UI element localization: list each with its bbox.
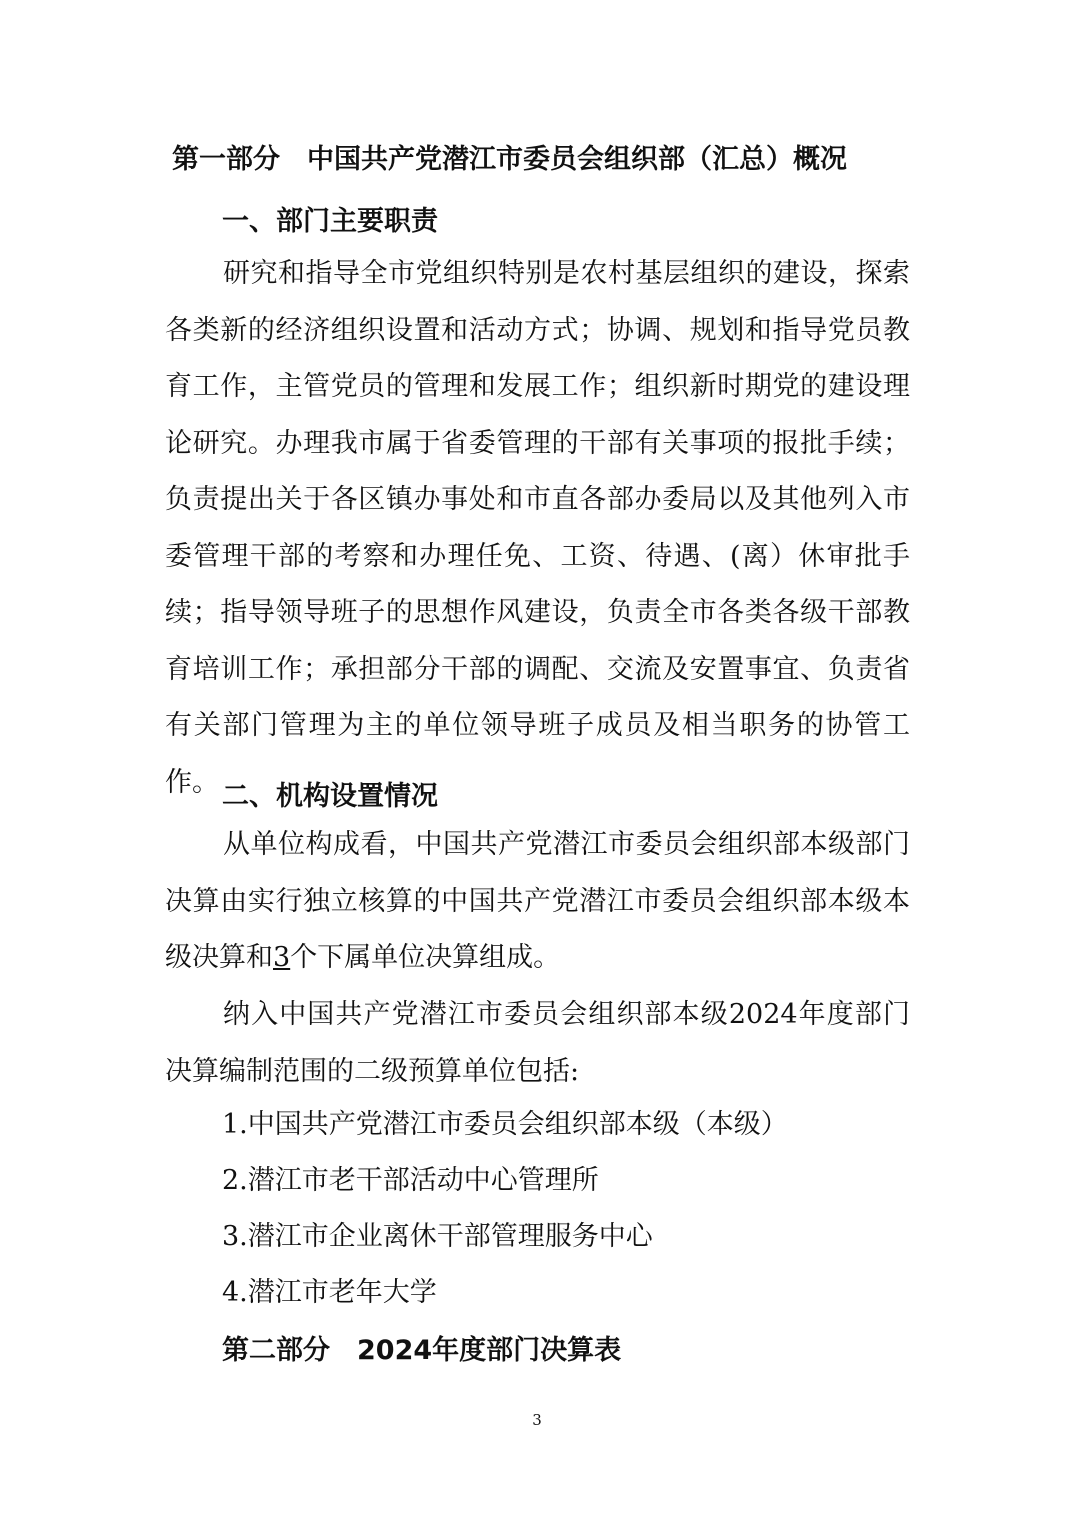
organization-text-start: 从单位构成看，中国共产党潜江市委员会组织部本级部门决算由实行独立核算的中国共产党潜江市委员会组织部本级本级决算和: [165, 829, 910, 973]
part-two-heading: 第二部分 2024年度部门决算表: [222, 1335, 622, 1366]
page-number: 3: [532, 1411, 542, 1429]
document-title: 第一部分 中国共产党潜江市委员会组织部（汇总）概况: [172, 144, 847, 175]
duties-paragraph: 研究和指导全市党组织特别是农村基层组织的建设，探索各类新的经济组织设置和活动方式；协调、规划和指导党员教育工作，主管党员的管理和发展工作；组织新时期党的建设理论研究。办理我市属于省委管理的干部有关事项的报批手续；负责提出关于各区镇办事处和市直各部办委局以及其他列入市委管理干部的考察和办理任免、工资、待遇、(离）休审批手续；指导领导班子的思想作风建设，负责全市各类各级干部教育培训工作；承担部分干部的调配、交流及安置事宜、负责省有关部门管理为主的单位领导班子成员及相当职务的协管工作。: [165, 258, 910, 798]
organization-paragraph: [165, 817, 910, 987]
unit-list-item: 4.潜江市老年大学: [222, 1277, 437, 1308]
section-heading-duties: 一、部门主要职责: [222, 206, 438, 237]
section-heading-organization: 二、机构设置情况: [222, 781, 438, 812]
unit-list-item: 3.潜江市企业离休干部管理服务中心: [222, 1221, 653, 1252]
organization-text-end: 个下属单位决算组成。: [290, 942, 561, 973]
unit-list-item: 1.中国共产党潜江市委员会组织部本级（本级）: [222, 1109, 788, 1140]
unit-list-item: 2.潜江市老干部活动中心管理所: [222, 1165, 599, 1196]
scope-paragraph: 纳入中国共产党潜江市委员会组织部本级2024年度部门决算编制范围的二级预算单位包括:: [165, 999, 910, 1087]
subordinate-unit-count: 3: [273, 942, 291, 973]
